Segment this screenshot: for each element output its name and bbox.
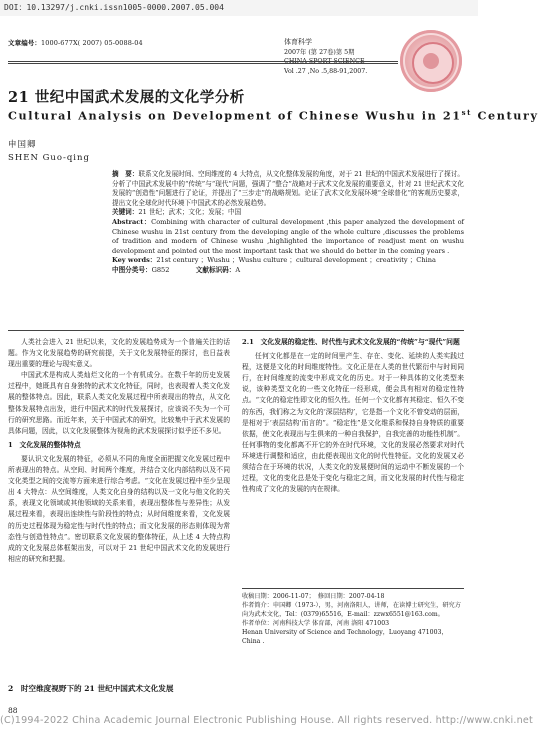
clc-value: G852 [151,265,170,274]
author-chinese: 申国卿 [8,140,37,150]
abstract-cn-label: 摘 要： [112,170,139,178]
author-english: SHEN Guo-qing [8,153,90,163]
subsection-heading: 2.1 文化发展的稳定性、时代性与武术文化发展的“传统”与“现代”问题 [242,338,460,346]
doi-bar: DOI：10.13297/j.cnki.issn1005-0000.2007.05.004 [0,0,478,16]
paragraph: 中国武术是构成人类灿烂文化的一个有机成分。在数千年的历史发展过程中，她既具有自身独特的武术文化特征，同时，也表现着人类文化发展的整体特点。因此，联系人类文化发展过程中所表现出的特点，从文化整体发展特点出发，进行中国武术的时代发展探讨，应该说不失为一个可行的研究思路。而近年来，关于中国武术的研究，比较集中于武术发展的具体问题，因此，以文化发展整体为视角的武术发展探讨似乎还不多见。 [8,371,230,435]
journal-name-en: CHINA SPORT SCIENCE [284,58,365,65]
header-rule [8,61,398,62]
journal-volume: Vol .27 ,No .5,88-91,2007. [284,67,368,75]
keywords-en-label: Key words： [112,256,157,265]
footnote [242,588,464,646]
keywords-cn-label: 关键词： [112,208,139,217]
paragraph: 任何文化都是在一定的时间里产生、存在、变化、延续的人类实践过程，这便是文化的时间维度特性。文化正是在人类的世代繁衍中与时间同行，在时间维度的流变中形成文化的历史。对于一种具体的文化类型来说，该种类型文化的一些文化特征一经形成，便会具有相对的稳定性特点。“文化的稳定性即文化的恒久性。任何一个文化都有其稳定、恒久不变的东西，我们称之为文化的‘深层结构’，它是指一个文化不曾变动的层面，是相对于‘表层结构’而言的”。“稳定性”是文化维系和保持自身特质的重要依据，使文化表现出与生俱来的一种自我保护，自我完善的功能性机制”。任何事物的变化都离不开它的外在时代环境，文化的发展必然要求对时代环境进行调整和适应，由此便表现出文化的时代性特征。文化的发展又必须结合在于环境的状况，人类文化的发展便时间的运动中不断发展的一个过程，文化的变化总是处于变化与稳定之间，而文化发展的时代性与稳定性构成了文化的发展的内在规律。 [242,352,464,494]
article-number [8,38,143,47]
classification [112,266,464,276]
journal-name: 体育科学 [284,38,312,46]
clc-label: 中图分类号： [112,265,152,274]
journal-info [284,38,394,76]
author-unit: 作者单位：河南科技大学 体育部，河南 洛阳 471003 [242,620,390,627]
abstract-en [112,218,464,256]
abstract-rule [8,330,464,331]
abstract-en-label: Abstract： [112,217,152,226]
paragraph: 要认识文化发展的特征，必须从不同的角度全面把握文化发展过程中所表现出的特点。从空间、时间两个维度，并结合文化内部结构以及不同文化类型之间的交流等方面来进行综合考虑。“文化在发展过程中至少呈现出 4 大特点：从空间维度，人类文化自身的结构以及一文化与他文化的关系，表现文化领域或其他领域的关系来看，表现出整体性与差异性；从发展过程来看，表现出连续性与阶段性的特点；从时间维度来看，文化发展的历史过程体现为稳定性与时代性的特点；而文化发展的形态则体现为常态性与创造性特点”。密切联系文化发展的整体特征，从上述 4 大特点构成的文化发展总体框架出发，可以对于 21 世纪中国武术文化的发展进行相应的研究和把握。 [8,454,230,563]
title-english-main: Cultural Analysis on Development of Chinese Wushu in 21 [8,108,462,123]
author-unit-en: Henan University of Science and Technology，Luoyang 471003，China . [242,629,448,645]
paragraph: 人类社会进入 21 世纪以来，文化的发展趋势成为一个普遍关注的话题。作为文化发展趋势的研究前提，关于文化发展特征的探讨，也日益表现出重要的理论与现实意义。 [8,338,230,369]
copyright-watermark: (C)1994-2022 China Academic Journal Electronic Publishing House. All rights reserved. http://www.cnki.net [0,715,533,726]
right-column [242,337,464,495]
abstract-cn [112,170,464,208]
section-heading: 1 文化发展的整体特点 [8,440,81,449]
received-date: 收稿日期：2006-11-07； 修回日期：2007-04-18 [242,593,385,600]
keywords-en [112,256,464,266]
journal-seal-icon [400,30,462,92]
title-english-sup: st [461,108,472,117]
title-english-tail: Century [472,108,539,123]
article-number-value: 1000-677X( 2007) 05-0088-04 [41,39,143,47]
page-number: 88 [8,706,18,715]
article-number-label: 文章编号： [8,39,41,47]
abstract-block [112,170,464,276]
doc-code-label: 文献标识码： [195,265,236,274]
title-english [8,108,539,123]
abstract-cn-text: 联系文化发展时间、空间维度的 4 大特点，从文化整体发展的角度，对于 21 世纪的中国武术发展进行了探讨。分析了中国武术发展中的“传统”与“现代”问题，强调了“整合”战略对于武术文化发展的重要意义，针对 21 世纪武术文化发展的“创造性”问题进行了论证，并提出了“三步走”的战略规划。论证了武术文化发展环境“全球普化”的客观历史要求，提出文化全球化时代环境下中国武术的必然发展趋势。 [112,170,465,207]
author-bio: 作者简介：申国卿（1973-），男，河南洛阳人，讲师，在读博士研究生，研究方向为武术文化，Tel：(0379)65516，E-mail：zzwx6551@163.com。 [242,602,461,618]
keywords-cn [112,208,464,218]
header-rule-thin [8,63,398,64]
left-column [8,337,230,565]
section-heading-2: 2 时空维度视野下的 21 世纪中国武术文化发展 [8,684,174,693]
title-chinese: 21 世纪中国武术发展的文化学分析 [8,89,245,106]
keywords-cn-text: 21 世纪；武术；文化；发展；中国 [138,208,242,217]
doc-code-value: A [235,265,241,274]
journal-issue: 2007年 (第 27卷)第 5期 [284,48,355,56]
abstract-en-text: Combining with character of cultural development ,this paper analyzed the development of Chinese wushu in 21st century from the developing angle of the whole culture ,discusses the problems of tradition and modern of Chinese wushu ,highlighted the importance of readjust ment on wushu development and pointed out the most important task that we should do better in the coming years . [112,217,464,255]
footnote-rule [242,588,464,589]
keywords-en-text: 21st century ；Wushu ；Wushu culture ；cultural development ；creativity ；China [156,256,436,265]
